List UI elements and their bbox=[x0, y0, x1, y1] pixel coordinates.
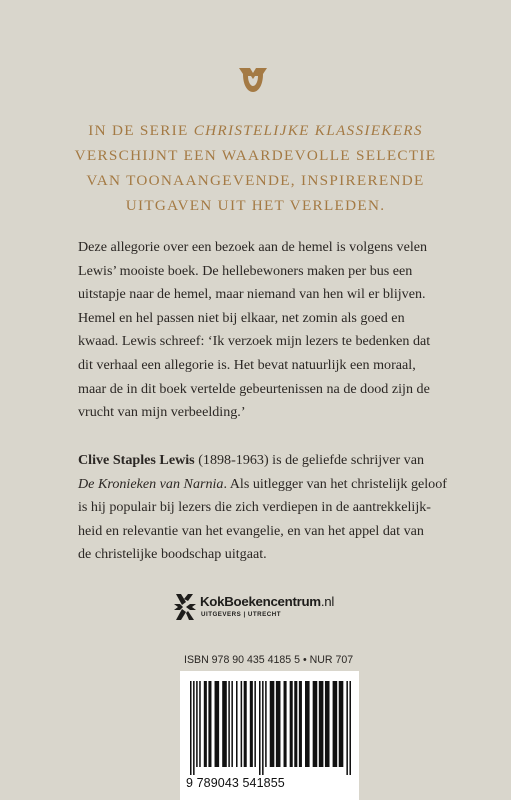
series-line-2: VERSCHIJNT EEN WAARDEVOLLE SELECTIE bbox=[74, 147, 437, 164]
publisher-subtitle: UITGEVERS | UTRECHT bbox=[201, 611, 281, 618]
barcode-icon bbox=[190, 681, 351, 775]
description-line: kwaad. Lewis schreef: ‘Ik verzoek mijn lezers te bedenken dat bbox=[78, 333, 431, 350]
isbn-nur-line: ISBN 978 90 435 4185 5 • NUR 707 bbox=[184, 654, 354, 666]
publisher-tld: .nl bbox=[320, 594, 334, 609]
description-line: vrucht van mijn verbeelding.’ bbox=[78, 404, 246, 421]
author-bio bbox=[78, 449, 456, 567]
publisher-emblem-icon bbox=[236, 62, 270, 96]
description-line: Lewis’ mooiste boek. De hellebewoners maken per bus een bbox=[78, 262, 413, 279]
description-line: uitstapje naar de hemel, maar niemand van hen wil er blijven. bbox=[78, 286, 426, 303]
series-line-3: VAN TOONAANGEVENDE, INSPIRERENDE bbox=[86, 172, 425, 189]
author-name: Clive Staples Lewis bbox=[78, 452, 195, 468]
bio-line: heid en relevantie van het evangelie, en van het appel dat van bbox=[78, 522, 424, 539]
publisher-name: KokBoekencentrum bbox=[200, 594, 321, 609]
series-line-4: UITGAVEN UIT HET VERLEDEN. bbox=[125, 197, 386, 214]
series-title: De Kronieken van Narnia bbox=[78, 475, 224, 492]
kok-boekencentrum-logo-icon bbox=[172, 592, 198, 622]
description-line: Deze allegorie over een bezoek aan de hemel is volgens velen bbox=[78, 239, 428, 255]
barcode-panel bbox=[180, 671, 359, 800]
description-line: Hemel en hel passen niet bij elkaar, net zomin als goed en bbox=[78, 309, 405, 326]
series-statement bbox=[60, 118, 451, 218]
bio-line: Clive Staples Lewis (1898-1963) is de geliefde schrijver van bbox=[78, 452, 425, 468]
series-line-1: IN DE SERIE CHRISTELIJKE KLASSIEKERS bbox=[88, 122, 423, 139]
series-name: CHRISTELIJKE KLASSIEKERS bbox=[193, 122, 423, 139]
description-line: maar de in dit boek vertelde gebeurtenissen na de dood zijn de bbox=[78, 380, 430, 397]
barcode-digits: 9 789043 541855 bbox=[186, 776, 285, 790]
bio-line: De Kronieken van Narnia. Als uitlegger van het christelijk geloof bbox=[78, 475, 447, 492]
bio-line: de christelijke boodschap uitgaat. bbox=[78, 546, 267, 563]
bio-line: is hij populair bij lezers die zich verdiepen in de aantrekkelijk- bbox=[78, 499, 431, 516]
publisher-logo bbox=[172, 592, 372, 626]
description-line: dit verhaal een allegorie is. Het bevat natuurlijk een moraal, bbox=[78, 356, 416, 373]
book-description bbox=[78, 236, 456, 425]
